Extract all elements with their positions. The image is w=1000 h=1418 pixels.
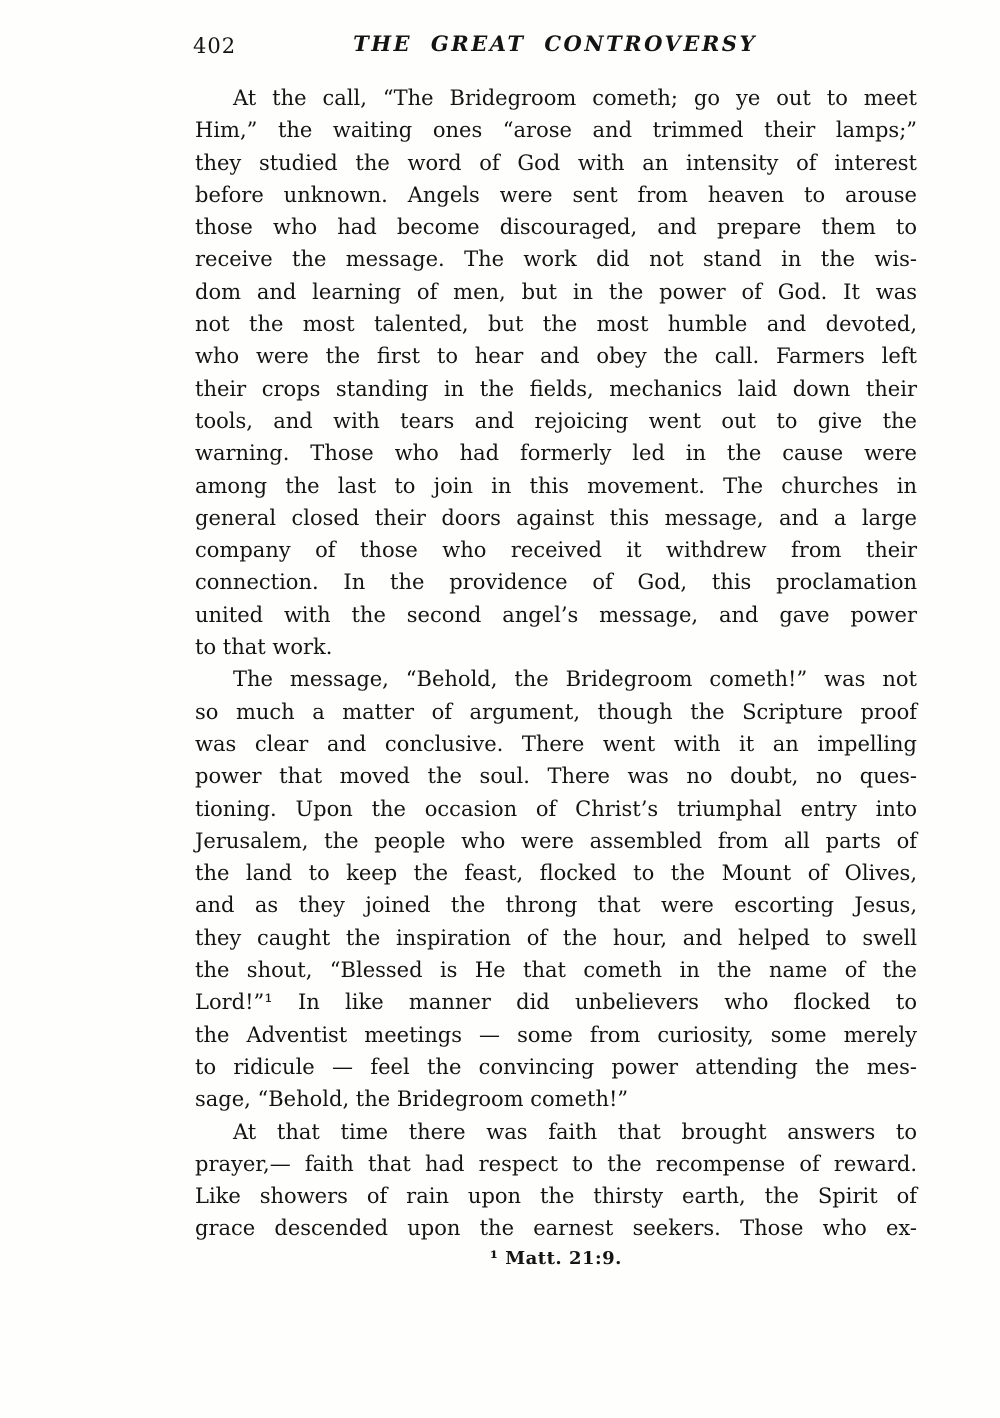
text-line: Him,” the waiting ones “arose and trimmed their lamps;” xyxy=(195,118,917,143)
text-line: dom and learning of men, but in the power of God. It was xyxy=(195,279,917,304)
text-line: general closed their doors against this message, and a large xyxy=(195,505,917,530)
text-line: before unknown. Angels were sent from heaven to arouse xyxy=(195,182,917,207)
text-line: tioning. Upon the occasion of Christ’s triumphal entry into xyxy=(195,796,917,821)
running-title: THE GREAT CONTROVERSY xyxy=(353,31,757,56)
text-line: connection. In the providence of God, this proclamation xyxy=(195,570,917,595)
text-line: their crops standing in the fields, mechanics laid down their xyxy=(195,376,917,401)
text-line: receive the message. The work did not stand in the wis- xyxy=(195,247,917,272)
text-line: united with the second angel’s message, and gave power xyxy=(195,602,917,627)
text-line: the land to keep the feast, flocked to the Mount of Olives, xyxy=(195,861,917,886)
text-line: prayer,— faith that had respect to the recompense of reward. xyxy=(195,1151,917,1176)
text-line: among the last to join in this movement. The churches in xyxy=(195,473,917,498)
text-line: tools, and with tears and rejoicing went out to give the xyxy=(195,408,917,433)
text-line: Jerusalem, the people who were assembled from all parts of xyxy=(195,828,917,853)
text-line: the shout, “Blessed is He that cometh in the name of the xyxy=(195,958,917,983)
text-line: company of those who received it withdrew from their xyxy=(195,538,917,563)
text-line: At that time there was faith that brought answers to xyxy=(233,1119,917,1144)
text-line: At the call, “The Bridegroom cometh; go ye out to meet xyxy=(233,86,917,110)
text-line: The message, “Behold, the Bridegroom cometh!” was not xyxy=(233,667,917,692)
page-header xyxy=(193,31,917,61)
text-line: grace descended upon the earnest seekers. Those who ex- xyxy=(195,1216,917,1241)
text-line: to ridicule — feel the convincing power attending the mes- xyxy=(195,1054,917,1079)
text-line: power that moved the soul. There was no doubt, no ques- xyxy=(195,764,917,789)
body-text xyxy=(195,82,917,1245)
paragraph xyxy=(195,82,917,663)
paragraph xyxy=(195,1116,917,1245)
footnote: ¹ Matt. 21:9. xyxy=(490,1248,622,1269)
text-line: those who had become discouraged, and prepare them to xyxy=(195,215,917,240)
text-line: they studied the word of God with an intensity of interest xyxy=(195,150,917,175)
text-line: and as they joined the throng that were escorting Jesus, xyxy=(195,893,917,918)
text-line: not the most talented, but the most humble and devoted, xyxy=(195,312,917,337)
text-line: sage, “Behold, the Bridegroom cometh!” xyxy=(195,1087,629,1112)
text-line: they caught the inspiration of the hour, and helped to swell xyxy=(195,925,917,950)
text-line: Like showers of rain upon the thirsty earth, the Spirit of xyxy=(195,1184,917,1209)
text-line: to that work. xyxy=(195,635,333,660)
text-line: the Adventist meetings — some from curiosity, some merely xyxy=(195,1022,917,1047)
text-line: who were the first to hear and obey the call. Farmers left xyxy=(195,344,917,369)
text-line: warning. Those who had formerly led in the cause were xyxy=(195,441,917,466)
text-line: so much a matter of argument, though the Scripture proof xyxy=(195,699,917,724)
text-line: was clear and conclusive. There went with it an impelling xyxy=(195,731,917,756)
page-number: 402 xyxy=(193,34,237,58)
paragraph xyxy=(195,663,917,1115)
text-line: Lord!”¹ In like manner did unbelievers who flocked to xyxy=(195,990,917,1015)
